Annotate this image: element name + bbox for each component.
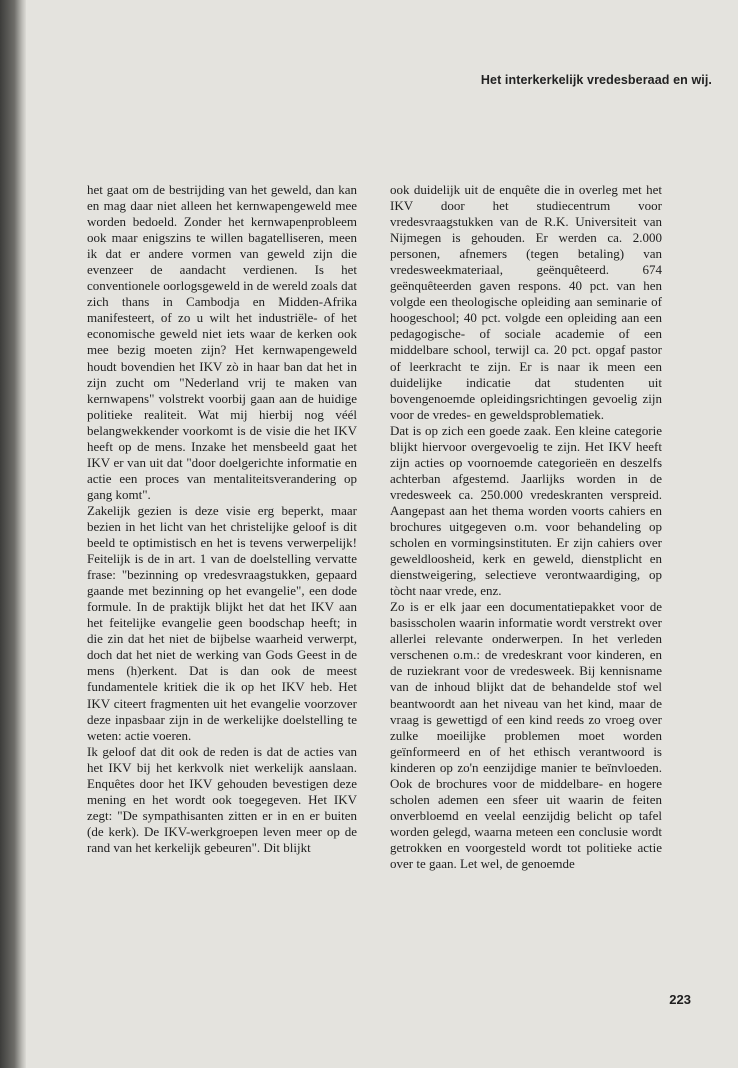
paragraph: ook duidelijk uit de enquête die in overleg met het IKV door het studiecentrum voor vredesvraagstukken van de R.K. Universiteit van Nijmegen is gehouden. Er werden ca. 2.000 personen, afnemers (tegen betaling) van vredesweekmateriaal, geënquêteerd. 674 geënquêteerden gaven respons. 40 pct. van hen volgde een theologische opleiding aan seminarie of hoogeschool; 40 pct. volgde een opleiding aan een pedagogische- of sociale academie of een middelbare school, terwijl ca. 20 pct. opgaf pastor of leerkracht te zijn. Er is naar ik meen een duidelijke indicatie dat studenten uit bovengenoemde opleidingsrichtingen gevoelig zijn voor de vredes- en geweldsproblematiek. (390, 182, 662, 422)
paragraph: Zakelijk gezien is deze visie erg beperkt, maar bezien in het licht van het christelijke geloof is dit beeld te optimistisch en het is tevens verwerpelijk! Feitelijk is de in art. 1 van de doelstelling vervatte frase: "bezinning op vredesvraagstukken, gepaard gaande met bezinning op het evangelie", een dode formule. In de praktijk blijkt het dat het IKV aan het feitelijke evangelie geen boodschap heeft; in die zin dat het niet de bijbelse waarheid verwerpt, doch dat het niet de werking van Gods Geest in de mens (h)erkent. Dat is dan ook de meest fundamentele kritiek die ik op het IKV heb. Het IKV citeert fragmenten uit het evangelie voorzover deze inpasbaar zijn in de werkelijke doelstelling te weten: actie voeren. (87, 502, 357, 743)
paragraph: Ik geloof dat dit ook de reden is dat de acties van het IKV bij het kerkvolk niet werkelijk aanslaan. Enquêtes door het IKV gehouden bevestigen deze mening en het wordt ook toegegeven. Het IKV zegt: "De sympathisanten zitten er in en er buiten (de kerk). De IKV-werkgroepen leven meer op de rand van het kerkelijk gebeuren". Dit blijkt (87, 743, 357, 855)
book-spine (0, 0, 26, 1068)
paragraph: het gaat om de bestrijding van het geweld, dan kan en mag daar niet alleen het kernwapengeweld mee worden bedoeld. Zonder het kernwapenprobleem ook maar enigszins te willen bagatelliseren, meen ik dat er andere vormen van geweld zijn die evenzeer de aandacht verdienen. Is het conventionele oorlogsgeweld in de wereld zoals dat zich thans in Cambodja en Midden-Afrika manifesteert, of zo u wilt het industriële- of het economische geweld niet iets waar de kerken ook mee bezig moeten zijn? Het kernwapengeweld houdt bovendien het IKV zò in haar ban dat het in zijn zucht om "Nederland vrij te maken van kernwapens" volstrekt voorbij gaan aan de huidige politieke realiteit. Wat mij hierbij nog véél belangwekkender voorkomt is de visie die het IKV heeft op de mens. Inzake het mensbeeld gaat het IKV er van uit dat "door doelgerichte informatie en actie een proces van mentaliteitsverandering op gang komt". (87, 182, 357, 502)
paragraph: Zo is er elk jaar een documentatiepakket voor de basisscholen waarin informatie wordt verstrekt over allerlei relevante onderwerpen. In het verleden verschenen o.m.: de vredeskrant voor kinderen, en de ruziekrant voor de vredesweek. Bij kennisname van de inhoud blijkt dat de behandelde stof wel beantwoordt aan het niveau van het kind, maar de vraag is gewettigd of een kind reeds zo vroeg over zulke moeilijke problemen moet worden geïnformeerd en of het ethisch verantwoord is kinderen op zo'n eenzijdige manier te beïnvloeden. Ook de brochures voor de middelbare- en hogere scholen ademen een sfeer uit waarin de feiten onverbloemd en veelal eenzijdig belicht op tafel worden gelegd, waarna meteen een conclusie wordt getrokken en voorgesteld wordt tot politieke actie over te gaan. Let wel, de genoemde (390, 599, 662, 871)
paragraph: Dat is op zich een goede zaak. Een kleine categorie blijkt hiervoor overgevoelig te zijn. Het IKV heeft zijn acties op voornoemde categorieën en deszelfs achterban afgestemd. Jaarlijks worden in de vredesweek ca. 250.000 vredeskranten verspreid. Aangepast aan het thema worden voorts cahiers en brochures uitgegeven o.m. voor behandeling op scholen en vormingsinstituten. Er zijn cahiers over geweldloosheid, kerk en geweld, dienstplicht en dienstweigering, selectieve verontwaardiging, op tòcht naar vrede, enz. (390, 422, 662, 599)
running-header: Het interkerkelijk vredesberaad en wij. (480, 73, 712, 87)
text-column-left (87, 182, 357, 856)
document-page (26, 0, 738, 1068)
page-number: 223 (669, 992, 691, 1007)
text-column-right (390, 182, 662, 872)
